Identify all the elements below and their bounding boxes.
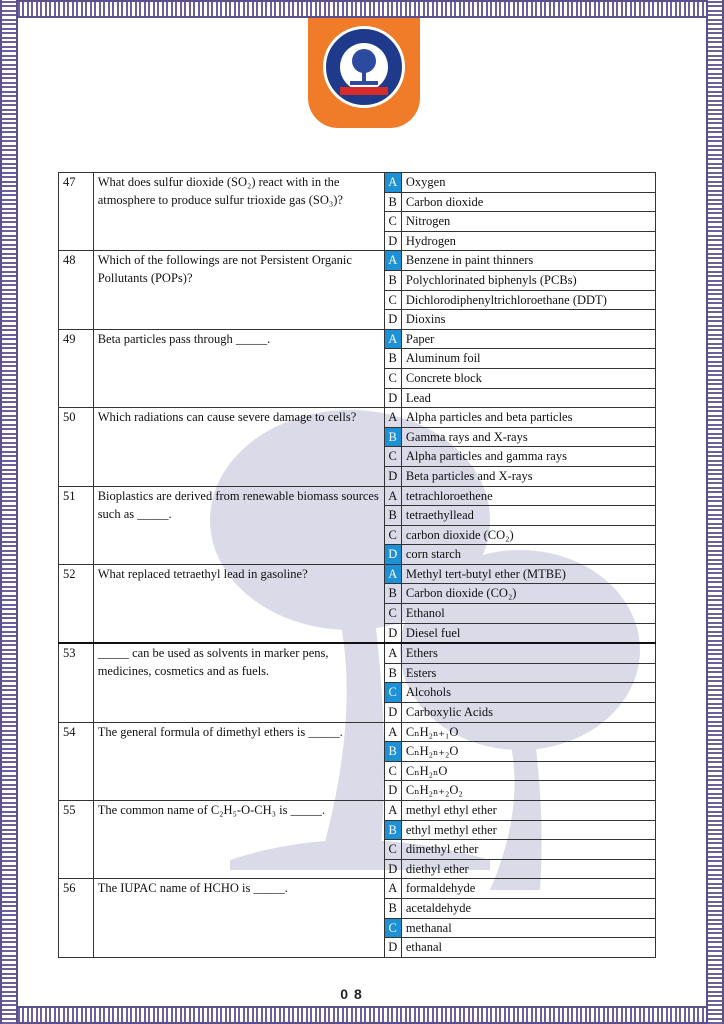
option-letter: B: [384, 349, 401, 369]
option-letter: D: [384, 466, 401, 486]
option-text: Paper: [401, 329, 655, 349]
correct-answer-letter: C: [384, 683, 401, 703]
answer-row: [59, 173, 656, 193]
tree-icon: [340, 43, 388, 91]
option-text: Lead: [401, 388, 655, 408]
option-letter: B: [384, 663, 401, 683]
option-text: Ethanol: [401, 604, 655, 624]
correct-answer-letter: C: [384, 918, 401, 938]
answer-row: [59, 801, 656, 821]
question-text: The common name of C₂H₅-O-CH₃ is _____.: [93, 801, 384, 879]
option-text: acetaldehyde: [401, 898, 655, 918]
question-text: What does sulfur dioxide (SO₂) react with in the atmosphere to produce sulfur trioxide gas (SO₃)?: [93, 173, 384, 251]
option-text: Alpha particles and beta particles: [401, 408, 655, 428]
correct-answer-letter: A: [384, 329, 401, 349]
option-letter: A: [384, 408, 401, 428]
option-text: Benzene in paint thinners: [401, 251, 655, 271]
option-letter: A: [384, 486, 401, 506]
option-letter: C: [384, 368, 401, 388]
option-text: methyl ethyl ether: [401, 801, 655, 821]
option-letter: C: [384, 525, 401, 545]
answer-row: [59, 251, 656, 271]
option-text: ethanal: [401, 938, 655, 958]
question-text: Which radiations can cause severe damage to cells?: [93, 408, 384, 486]
option-text: Dichlorodiphenyltrichloroethane (DDT): [401, 290, 655, 310]
option-text: Dioxins: [401, 310, 655, 330]
answer-row: [59, 408, 656, 428]
option-text: Diesel fuel: [401, 623, 655, 643]
correct-answer-letter: B: [384, 742, 401, 762]
option-text: Hydrogen: [401, 231, 655, 251]
question-number: 49: [59, 329, 94, 407]
option-text: methanal: [401, 918, 655, 938]
option-letter: D: [384, 859, 401, 879]
option-text: CₙH₂ₙ₊₂O: [401, 742, 655, 762]
option-letter: D: [384, 938, 401, 958]
page-border-right: [706, 0, 724, 1024]
logo-ribbon: [340, 87, 388, 95]
option-text: tetraethyllead: [401, 506, 655, 526]
answer-row: [59, 486, 656, 506]
option-letter: C: [384, 761, 401, 781]
option-text: Alcohols: [401, 683, 655, 703]
question-text: The general formula of dimethyl ethers is _____.: [93, 722, 384, 800]
option-text: carbon dioxide (CO₂): [401, 525, 655, 545]
option-text: diethyl ether: [401, 859, 655, 879]
school-logo: [308, 18, 420, 128]
option-letter: D: [384, 703, 401, 723]
option-letter: B: [384, 898, 401, 918]
question-number: 52: [59, 564, 94, 643]
option-letter: B: [384, 270, 401, 290]
question-text: Beta particles pass through _____.: [93, 329, 384, 407]
option-text: Gamma rays and X-rays: [401, 427, 655, 447]
question-number: 51: [59, 486, 94, 564]
question-number: 54: [59, 722, 94, 800]
option-text: CₙH₂ₙ₊₂O₂: [401, 781, 655, 801]
option-letter: B: [384, 506, 401, 526]
question-text: _____ can be used as solvents in marker pens, medicines, cosmetics and as fuels.: [93, 643, 384, 722]
option-text: corn starch: [401, 545, 655, 565]
option-text: Methyl tert-butyl ether (MTBE): [401, 564, 655, 584]
page-number: 08: [340, 986, 368, 1002]
option-text: Carbon dioxide: [401, 192, 655, 212]
option-letter: C: [384, 840, 401, 860]
option-letter: D: [384, 623, 401, 643]
option-text: Oxygen: [401, 173, 655, 193]
correct-answer-letter: B: [384, 427, 401, 447]
option-text: CₙH₂ₙO: [401, 761, 655, 781]
question-number: 47: [59, 173, 94, 251]
option-letter: C: [384, 447, 401, 467]
answer-row: [59, 879, 656, 899]
question-text: Bioplastics are derived from renewable biomass sources such as _____.: [93, 486, 384, 564]
option-text: ethyl methyl ether: [401, 820, 655, 840]
answer-row: [59, 722, 656, 742]
option-text: dimethyl ether: [401, 840, 655, 860]
option-text: Carboxylic Acids: [401, 703, 655, 723]
answer-row: [59, 564, 656, 584]
option-letter: D: [384, 310, 401, 330]
question-number: 53: [59, 643, 94, 722]
question-number: 55: [59, 801, 94, 879]
question-text: What replaced tetraethyl lead in gasoline?: [93, 564, 384, 643]
option-text: Ethers: [401, 643, 655, 663]
answer-row: [59, 329, 656, 349]
option-text: Aluminum foil: [401, 349, 655, 369]
option-letter: D: [384, 781, 401, 801]
correct-answer-letter: A: [384, 564, 401, 584]
quiz-table: [58, 172, 656, 958]
answer-row: [59, 643, 656, 663]
option-text: tetrachloroethene: [401, 486, 655, 506]
question-text: Which of the followings are not Persistent Organic Pollutants (POPs)?: [93, 251, 384, 329]
option-text: Carbon dioxide (CO₂): [401, 584, 655, 604]
question-number: 56: [59, 879, 94, 957]
option-text: CₙH₂ₙ₊₁O: [401, 722, 655, 742]
option-text: Alpha particles and gamma rays: [401, 447, 655, 467]
option-letter: C: [384, 290, 401, 310]
option-letter: A: [384, 643, 401, 663]
correct-answer-letter: A: [384, 251, 401, 271]
option-letter: A: [384, 879, 401, 899]
page-border-bottom: [0, 1006, 724, 1024]
correct-answer-letter: B: [384, 820, 401, 840]
logo-seal: [323, 26, 405, 108]
option-letter: A: [384, 801, 401, 821]
option-letter: B: [384, 584, 401, 604]
correct-answer-letter: A: [384, 173, 401, 193]
question-text: The IUPAC name of HCHO is _____.: [93, 879, 384, 957]
correct-answer-letter: D: [384, 545, 401, 565]
option-letter: A: [384, 722, 401, 742]
option-letter: C: [384, 604, 401, 624]
page-border-left: [0, 0, 18, 1024]
question-number: 50: [59, 408, 94, 486]
page-border-top: [0, 0, 724, 18]
option-letter: D: [384, 231, 401, 251]
option-text: Nitrogen: [401, 212, 655, 232]
option-text: Esters: [401, 663, 655, 683]
option-text: Concrete block: [401, 368, 655, 388]
question-number: 48: [59, 251, 94, 329]
option-text: formaldehyde: [401, 879, 655, 899]
option-letter: C: [384, 212, 401, 232]
option-letter: D: [384, 388, 401, 408]
option-text: Polychlorinated biphenyls (PCBs): [401, 270, 655, 290]
option-letter: B: [384, 192, 401, 212]
option-text: Beta particles and X-rays: [401, 466, 655, 486]
